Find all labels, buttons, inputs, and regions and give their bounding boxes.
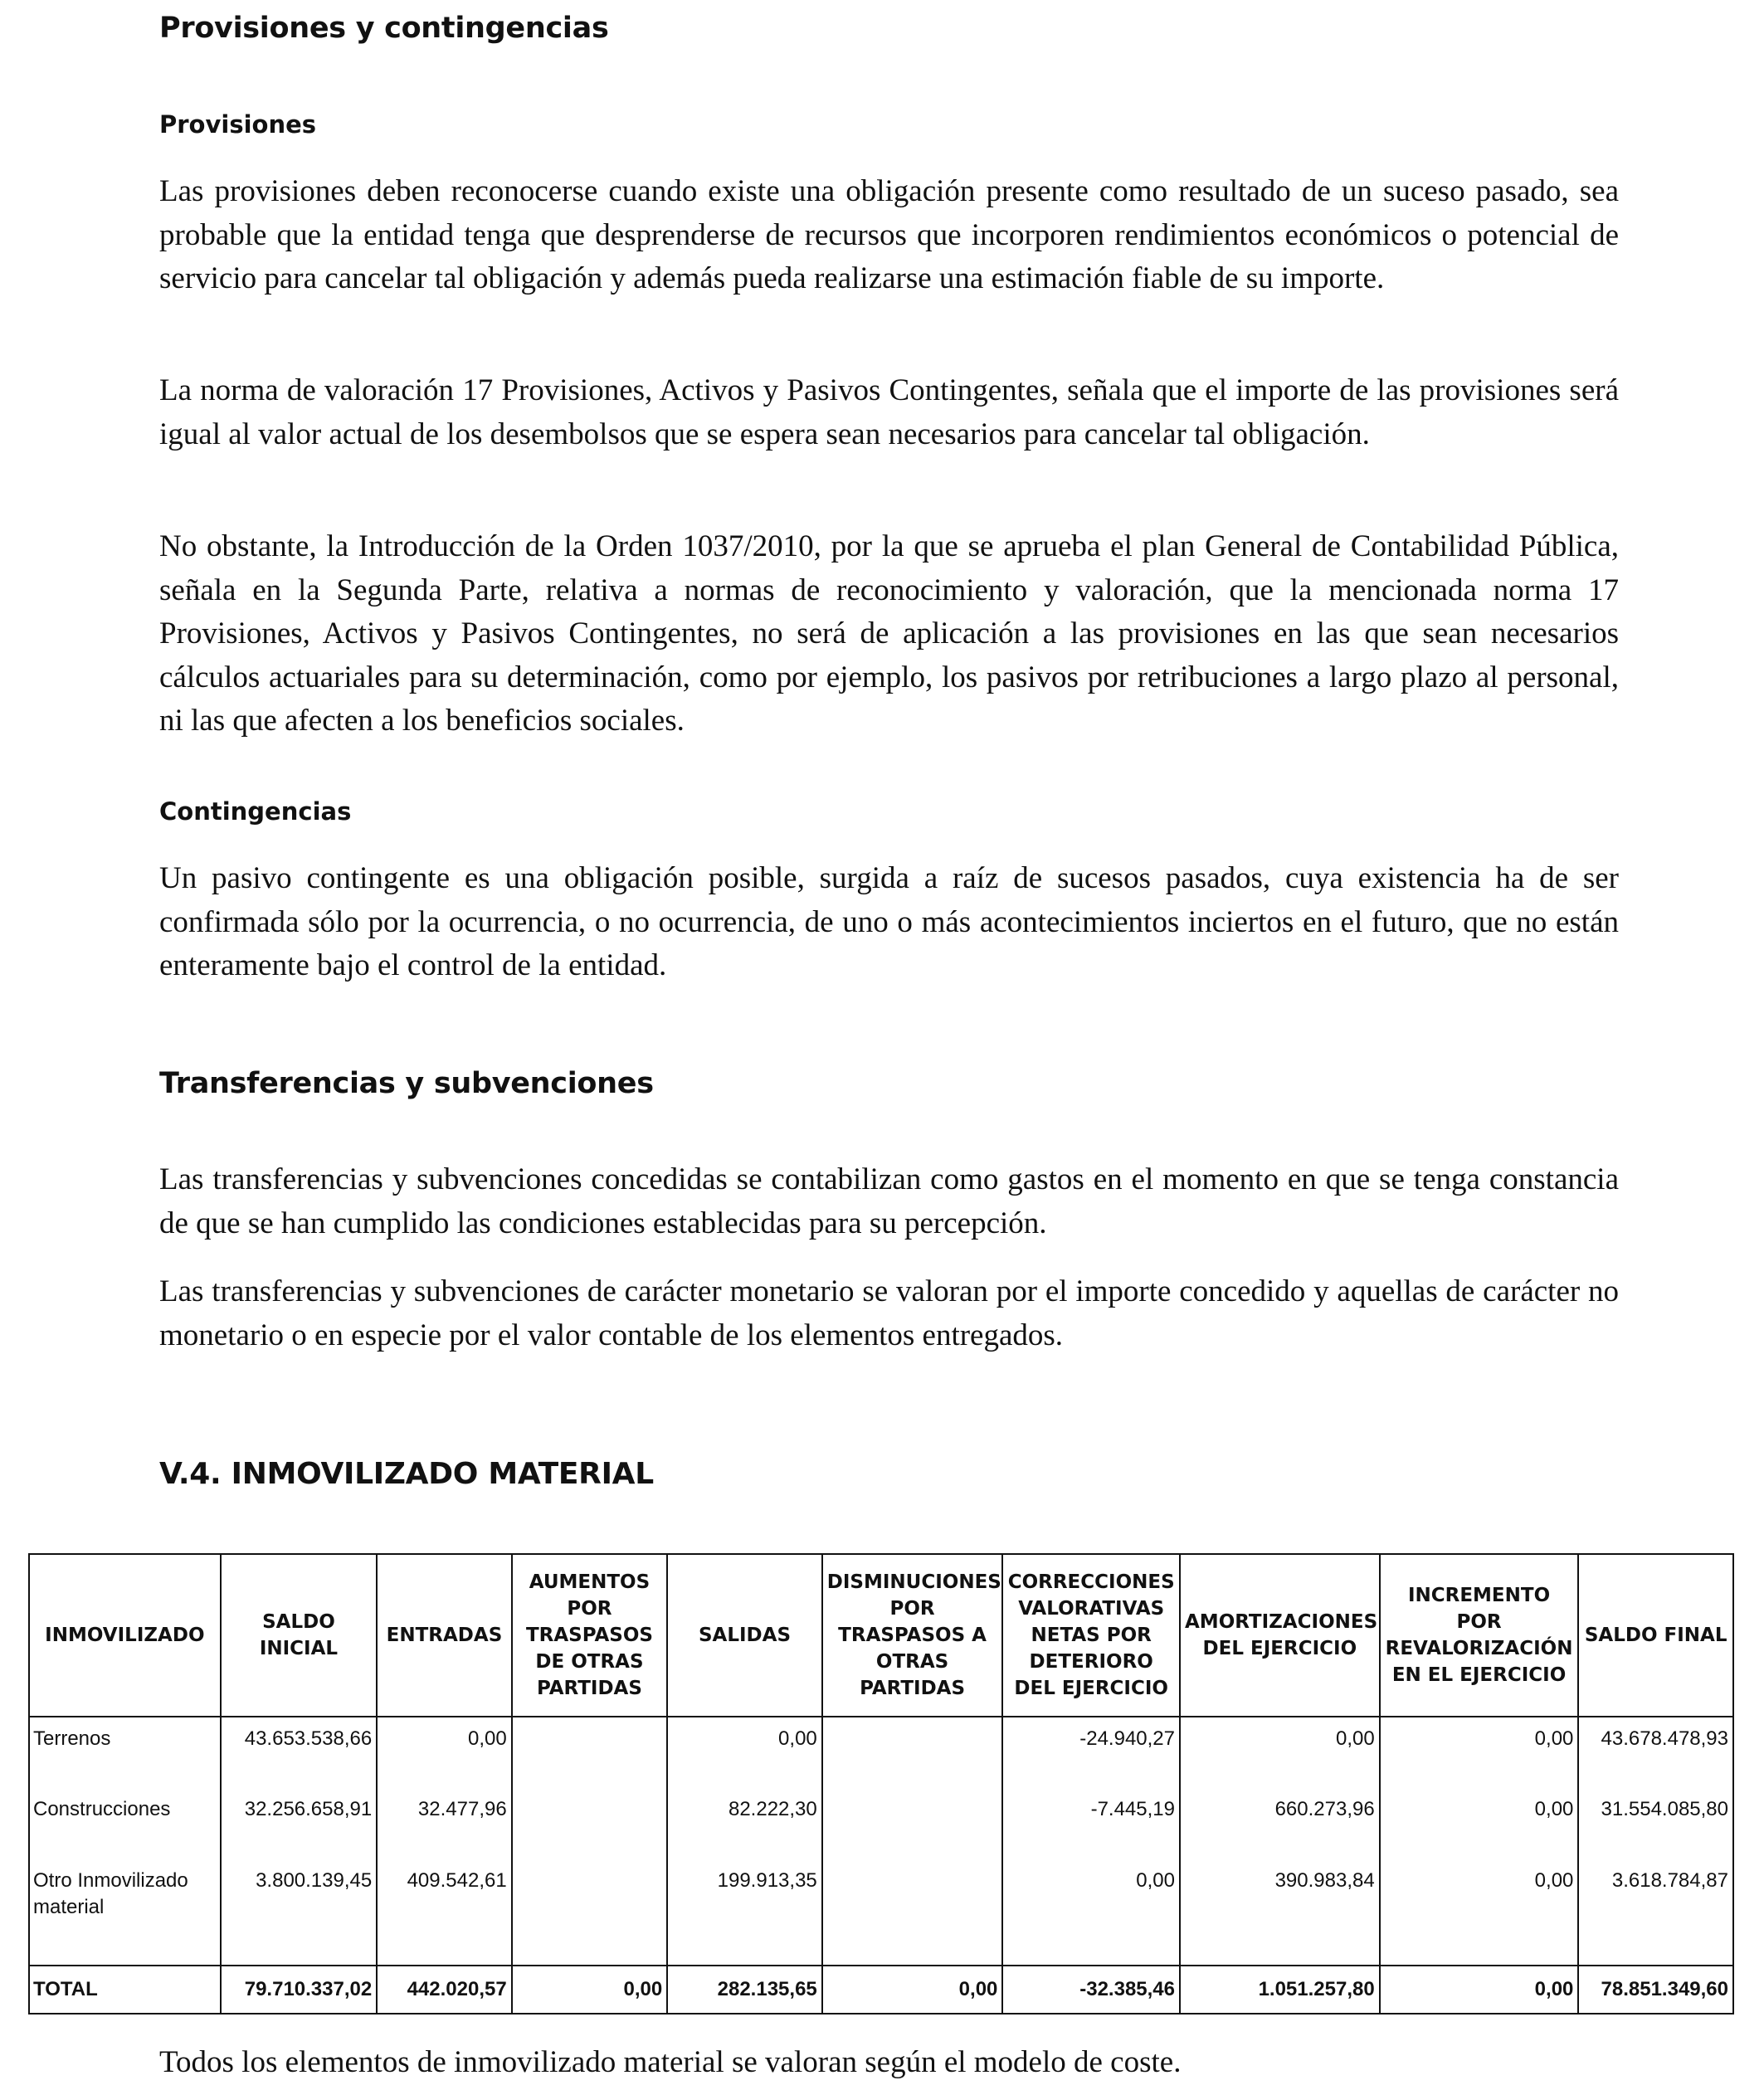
paragraph-inmovilizado-footer: Todos los elementos de inmovilizado material se valoran según el modelo de coste. — [159, 2045, 1182, 2079]
table-header-cell: ENTRADAS — [377, 1554, 511, 1717]
table-cell: 390.983,84 — [1180, 1859, 1380, 1966]
table-cell: 0,00 — [1380, 1788, 1579, 1859]
table-total-cell: 0,00 — [512, 1966, 668, 2014]
table-row — [29, 1717, 1733, 1788]
table-cell: 0,00 — [1002, 1859, 1180, 1966]
table-cell: 31.554.085,80 — [1578, 1788, 1733, 1859]
table-cell — [512, 1859, 668, 1966]
table-cell: 0,00 — [667, 1717, 822, 1788]
table-total-cell: TOTAL — [29, 1966, 221, 2014]
paragraph-transferencias-2: Las transferencias y subvenciones de carácter monetario se valoran por el importe concedido y aquellas de carácter no monetario o en especie por el valor contable de los elementos entregados. — [159, 1274, 1619, 1352]
table-total-row — [29, 1966, 1733, 2014]
inmovilizado-table — [28, 1553, 1734, 2014]
table-cell: Terrenos — [29, 1717, 221, 1788]
table-header-cell: CORRECCIONES VALORATIVAS NETAS POR DETERIORO DEL EJERCICIO — [1002, 1554, 1180, 1717]
subtitle-provisiones: Provisiones — [159, 110, 317, 139]
table-cell — [512, 1717, 668, 1788]
paragraph-transferencias-1: Las transferencias y subvenciones concedidas se contabilizan como gastos en el momento en que se tenga constancia de que se han cumplido las condiciones establecidas para su percepción. — [159, 1162, 1619, 1240]
table-header-cell: AMORTIZACIONES DEL EJERCICIO — [1180, 1554, 1380, 1717]
table-total-cell: 0,00 — [822, 1966, 1003, 2014]
table-cell: 3.618.784,87 — [1578, 1859, 1733, 1966]
table-cell: 32.477,96 — [377, 1788, 511, 1859]
table-row — [29, 1859, 1733, 1966]
table-cell: -24.940,27 — [1002, 1717, 1180, 1788]
table-header-cell: INCREMENTO POR REVALORIZACIÓN EN EL EJERCICIO — [1380, 1554, 1579, 1717]
paragraph-provisiones-1: Las provisiones deben reconocerse cuando existe una obligación presente como resultado de un suceso pasado, sea probable que la entidad tenga que desprenderse de recursos que incorporen rendimientos económicos o potencial de servicio para cancelar tal obligación y además pueda realizarse una estimación fiable de su importe. — [159, 174, 1619, 295]
table-header-cell: SALDO FINAL — [1578, 1554, 1733, 1717]
table-total-cell: -32.385,46 — [1002, 1966, 1180, 2014]
table-cell: 0,00 — [1180, 1717, 1380, 1788]
table-cell: 82.222,30 — [667, 1788, 822, 1859]
table-total-cell: 442.020,57 — [377, 1966, 511, 2014]
table-cell: 0,00 — [1380, 1859, 1579, 1966]
table-total-cell: 79.710.337,02 — [221, 1966, 378, 2014]
paragraph-provisiones-2: La norma de valoración 17 Provisiones, Activos y Pasivos Contingentes, señala que el importe de las provisiones será igual al valor actual de los desembolsos que se espera sean necesarios para cancelar tal obligación. — [159, 373, 1619, 451]
paragraph-contingencias-1: Un pasivo contingente es una obligación posible, surgida a raíz de sucesos pasados, cuya existencia ha de ser confirmada sólo por la ocurrencia, o no ocurrencia, de uno o más acontecimientos inciertos en el futuro, que no están enteramente bajo el control de la entidad. — [159, 861, 1619, 982]
table-row — [29, 1788, 1733, 1859]
table-header-cell: SALIDAS — [667, 1554, 822, 1717]
subtitle-contingencias: Contingencias — [159, 797, 352, 826]
table-cell: -7.445,19 — [1002, 1788, 1180, 1859]
table-cell: 660.273,96 — [1180, 1788, 1380, 1859]
table-cell: 32.256.658,91 — [221, 1788, 378, 1859]
table-total-cell: 282.135,65 — [667, 1966, 822, 2014]
paragraph-provisiones-3: No obstante, la Introducción de la Orden 1037/2010, por la que se aprueba el plan General de Contabilidad Pública, señala en la Segunda Parte, relativa a normas de reconocimiento y valoración, que la mencionada norma 17 Provisiones, Activos y Pasivos Contingentes, no será de aplicación a las provisiones en las que sean necesarios cálculos actuariales para su determinación, como por ejemplo, los pasivos por retribuciones a largo plazo al personal, ni las que afecten a los beneficios sociales. — [159, 529, 1619, 738]
table-cell: 43.678.478,93 — [1578, 1717, 1733, 1788]
table-cell: 409.542,61 — [377, 1859, 511, 1966]
table-header-cell: SALDO INICIAL — [221, 1554, 378, 1717]
section-title-inmovilizado: V.4. INMOVILIZADO MATERIAL — [159, 1457, 654, 1491]
table-header-row — [29, 1554, 1733, 1717]
table-header-cell: DISMINUCIONES POR TRASPASOS A OTRAS PARTIDAS — [822, 1554, 1003, 1717]
table-header-cell: INMOVILIZADO — [29, 1554, 221, 1717]
table-header-cell: AUMENTOS POR TRASPASOS DE OTRAS PARTIDAS — [512, 1554, 668, 1717]
table-total-cell: 1.051.257,80 — [1180, 1966, 1380, 2014]
table-cell: 199.913,35 — [667, 1859, 822, 1966]
table-cell — [822, 1788, 1003, 1859]
table-cell: 0,00 — [1380, 1717, 1579, 1788]
table-total-cell: 78.851.349,60 — [1578, 1966, 1733, 2014]
table-cell — [822, 1717, 1003, 1788]
table-cell: 3.800.139,45 — [221, 1859, 378, 1966]
table-cell: 43.653.538,66 — [221, 1717, 378, 1788]
section-title-transferencias: Transferencias y subvenciones — [159, 1067, 654, 1100]
table-total-cell: 0,00 — [1380, 1966, 1579, 2014]
table-cell — [822, 1859, 1003, 1966]
section-title-provisiones-contingencias: Provisiones y contingencias — [159, 12, 609, 45]
table-cell — [512, 1788, 668, 1859]
table-cell: Construcciones — [29, 1788, 221, 1859]
table-cell: Otro Inmovilizado material — [29, 1859, 221, 1966]
table-cell: 0,00 — [377, 1717, 511, 1788]
